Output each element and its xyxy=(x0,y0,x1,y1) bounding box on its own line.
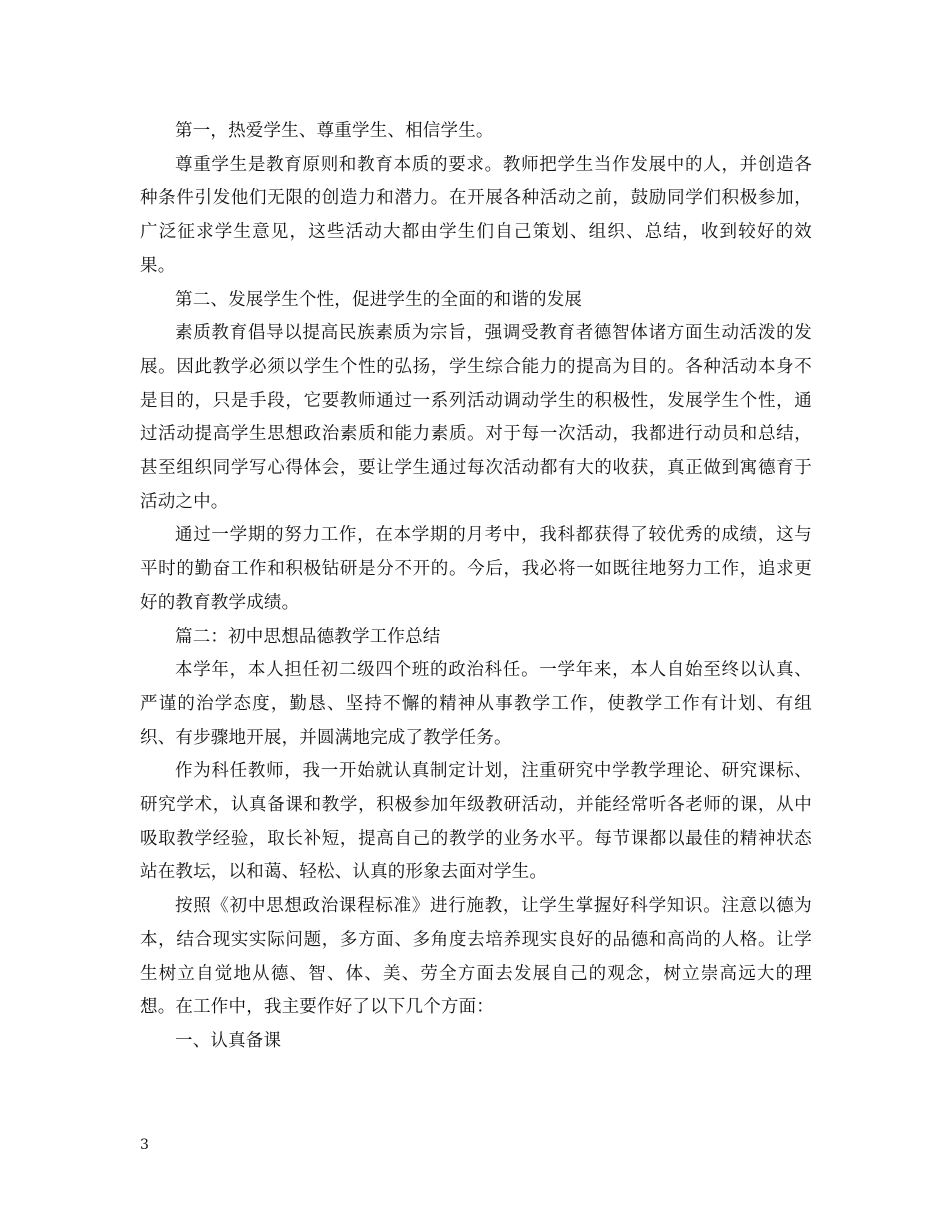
paragraph: 按照《初中思想政治课程标准》进行施教，让学生掌握好科学知识。注意以德为本，结合现实实际问题，多方面、多角度去培养现实良好的品德和高尚的人格。让学生树立自觉地从德、智、体、美、劳全方面去发展自己的观念，树立崇高远大的理想。在工作中，我主要作好了以下几个方面： xyxy=(140,896,812,1018)
page-number: 3 xyxy=(140,1137,149,1153)
paragraph: 素质教育倡导以提高民族素质为宗旨，强调受教育者德智体诸方面生动活泼的发展。因此教学必须以学生个性的弘扬，学生综合能力的提高为目的。各种活动本身不是目的，只是手段，它要教师通过一系列活动调动学生的积极性，发展学生个性，通过活动提高学生思想政治素质和能力素质。对于每一次活动，我都进行动员和总结，甚至组织同学写心得体会，要让学生通过每次活动都有大的收获，真正做到寓德育于活动之中。 xyxy=(140,323,812,512)
document-body xyxy=(140,115,812,1059)
paragraph: 通过一学期的努力工作，在本学期的月考中，我科都获得了较优秀的成绩，这与平时的勤奋工作和积极钻研是分不开的。今后，我必将一如既往地努力工作，追求更好的教育教学成绩。 xyxy=(140,525,812,613)
paragraph-heading-first: 第一，热爱学生、尊重学生、相信学生。 xyxy=(175,121,494,141)
paragraph: 作为科任教师，我一开始就认真制定计划，注重研究中学教学理论、研究课标、研究学术，认真备课和教学，积极参加年级教研活动，并能经常听各老师的课，从中吸取教学经验，取长补短，提高自己的教学的业务水平。每节课都以最佳的精神状态站在教坛，以和蔼、轻松、认真的形象去面对学生。 xyxy=(140,761,812,883)
paragraph: 本学年，本人担任初二级四个班的政治科任。一学年来，本人自始至终以认真、严谨的治学态度，勤恳、坚持不懈的精神从事教学工作，使教学工作有计划、有组织、有步骤地开展，并圆满地完成了教学任务。 xyxy=(140,660,812,748)
paragraph: 尊重学生是教育原则和教育本质的要求。教师把学生当作发展中的人，并创造各种条件引发他们无限的创造力和潜力。在开展各种活动之前，鼓励同学们积极参加，广泛征求学生意见，这些活动大都由学生们自己策划、组织、总结，收到较好的效果。 xyxy=(140,154,812,276)
subheading-prepare-lessons: 一、认真备课 xyxy=(175,1030,282,1051)
section-title: 篇二：初中思想品德教学工作总结 xyxy=(175,626,441,647)
paragraph-heading-second: 第二、发展学生个性，促进学生的全面的和谐的发展 xyxy=(175,289,583,310)
